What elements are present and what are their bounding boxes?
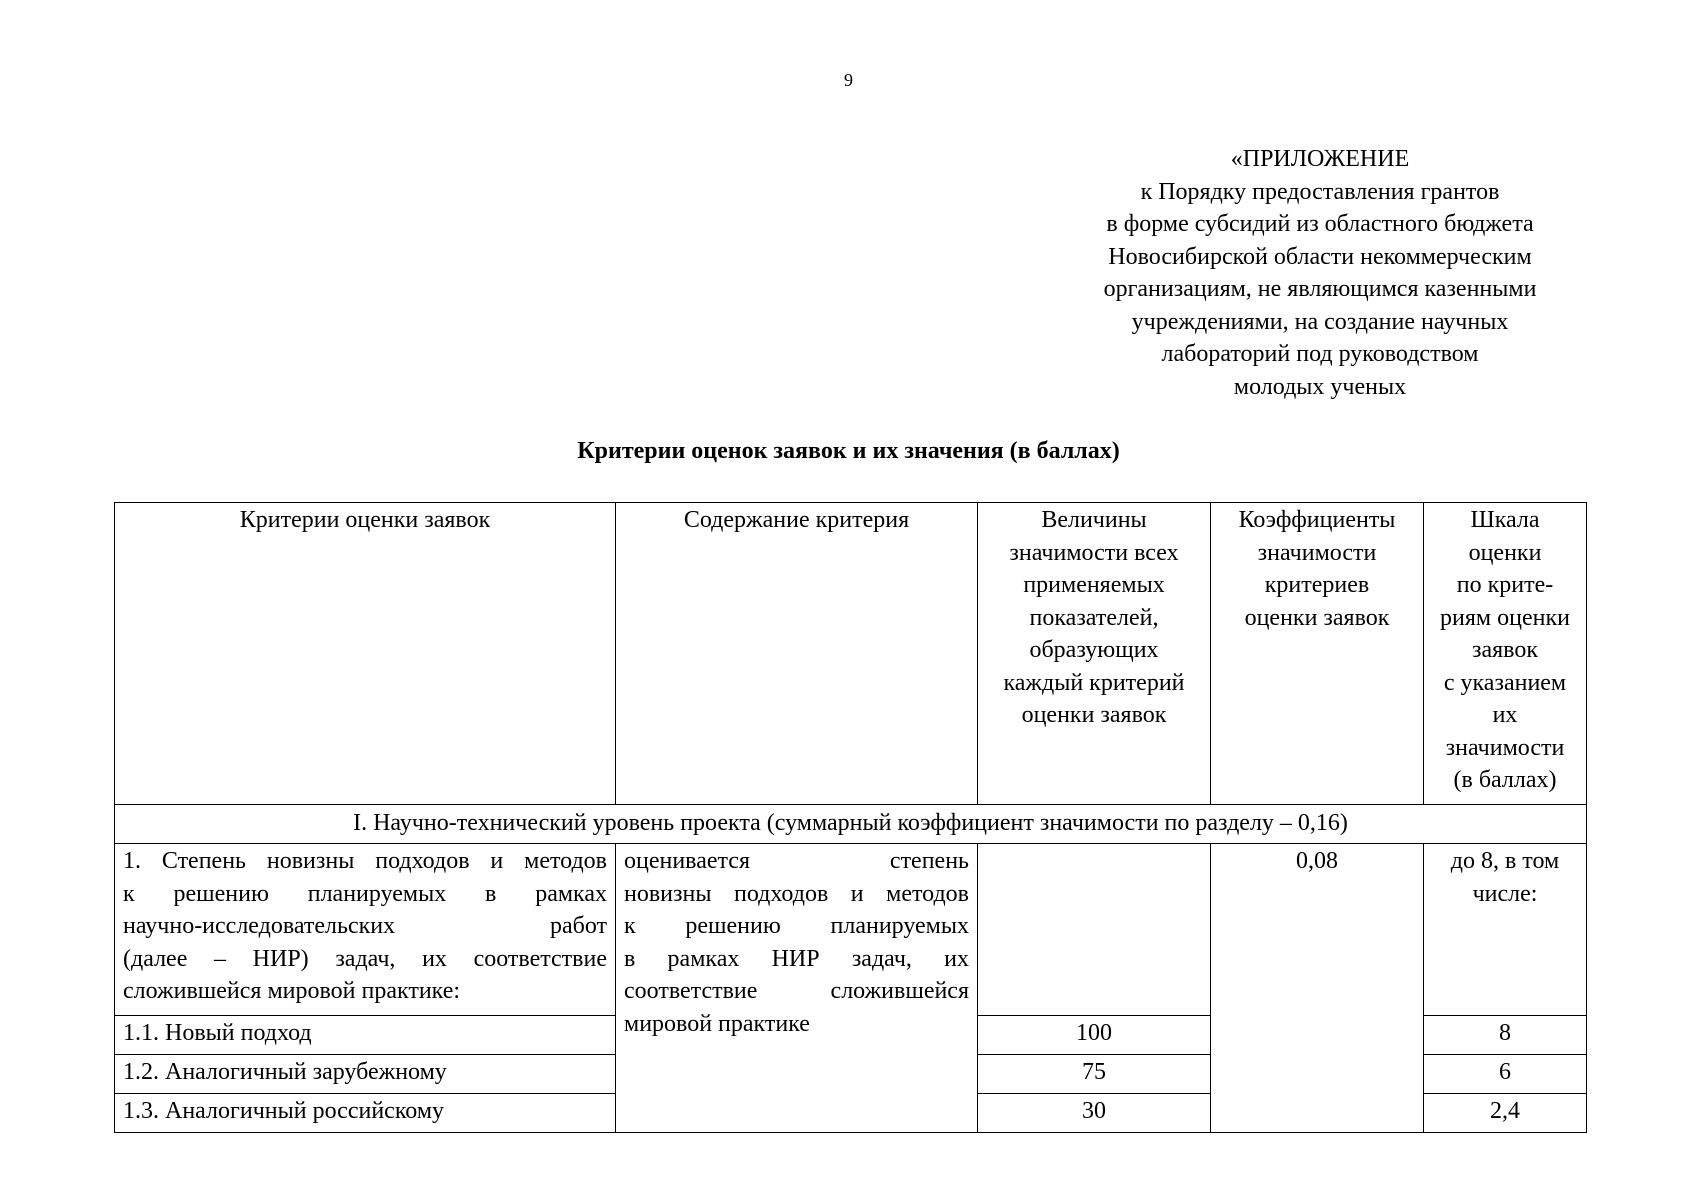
- text-line: в рамках НИР задач, их: [624, 945, 969, 972]
- header-criteria: Критерии оценки заявок: [115, 503, 616, 805]
- criterion-cell: 1.1. Новый подход: [115, 1016, 616, 1055]
- header-line: заявок: [1472, 637, 1538, 663]
- scale-cell: 8: [1424, 1016, 1587, 1055]
- text-line: числе:: [1472, 880, 1538, 907]
- appendix-line: лабораторий под руководством: [1161, 341, 1479, 367]
- text-line: к решению планируемых: [624, 913, 969, 939]
- scale-cell: 6: [1424, 1055, 1587, 1094]
- text-line: соответствие сложившейся: [624, 978, 969, 1004]
- header-line: оценки: [1468, 539, 1542, 566]
- appendix-line: в форме субсидий из областного бюджета: [1106, 211, 1534, 237]
- scale-cell: 2,4: [1424, 1094, 1587, 1133]
- text-line: научно-исследовательских работ: [123, 913, 607, 939]
- header-line: оценки заявок: [1244, 604, 1390, 631]
- header-line: Величины: [1041, 507, 1147, 533]
- text-line: (далее – НИР) задач, их соответствие: [123, 945, 607, 972]
- section-row: [115, 805, 1587, 844]
- header-line: значимости: [1445, 734, 1565, 761]
- scale-cell: [1424, 844, 1587, 1016]
- text-line: к решению планируемых в рамках: [123, 880, 607, 907]
- criterion-cell: [115, 844, 616, 1016]
- table-header-row: [115, 503, 1587, 805]
- text-line: 1. Степень новизны подходов и методов: [123, 848, 607, 874]
- header-line: критериев: [1264, 572, 1370, 598]
- header-line: показателей,: [1029, 604, 1159, 631]
- header-line: (в баллах): [1453, 767, 1557, 793]
- header-line: каждый критерий: [1003, 669, 1185, 696]
- appendix-line: молодых ученых: [1233, 373, 1407, 400]
- appendix-line: Новосибирской области некоммерческим: [1108, 243, 1532, 270]
- appendix-line: организациям, не являющимся казенными: [1103, 276, 1537, 302]
- appendix-line: «ПРИЛОЖЕНИЕ: [1230, 146, 1410, 172]
- text-line: сложившейся мировой практике:: [123, 978, 461, 1004]
- table-row: [115, 844, 1587, 1016]
- header-line: по крите-: [1456, 572, 1554, 598]
- header-line: образующих: [1029, 637, 1159, 663]
- appendix-line: к Порядку предоставления грантов: [1140, 178, 1500, 205]
- header-scale: [1424, 503, 1587, 805]
- text-line: оценивается степень: [624, 848, 969, 874]
- coefficient-cell: 0,08: [1211, 844, 1424, 1133]
- appendix-line: учреждениями, на создание научных: [1131, 308, 1509, 335]
- section-title: I. Научно-технический уровень проекта (суммарный коэффициент значимости по разделу – 0,16): [115, 805, 1587, 844]
- header-content: Содержание критерия: [616, 503, 978, 805]
- text-line: до 8, в том: [1450, 848, 1560, 874]
- header-line: Шкала: [1470, 507, 1540, 533]
- header-coefficients: [1211, 503, 1424, 805]
- value-cell: [978, 844, 1211, 1016]
- appendix-header: [1020, 143, 1620, 403]
- header-line: их: [1492, 702, 1518, 728]
- page-number: 9: [844, 70, 853, 90]
- value-cell: 100: [978, 1016, 1211, 1055]
- header-line: оценки заявок: [1021, 702, 1167, 728]
- document-title: Критерии оценок заявок и их значения (в баллах): [577, 438, 1120, 464]
- header-line: риям оценки: [1440, 604, 1570, 631]
- header-line: значимости всех: [1009, 539, 1179, 566]
- text-line: новизны подходов и методов: [624, 880, 969, 907]
- content-cell: [616, 844, 978, 1133]
- header-line: применяемых: [1023, 572, 1165, 598]
- header-line: значимости: [1257, 539, 1377, 566]
- criterion-cell: 1.3. Аналогичный российскому: [115, 1094, 616, 1133]
- header-line: Коэффициенты: [1238, 507, 1396, 533]
- header-line: с указанием: [1443, 669, 1567, 696]
- value-cell: 30: [978, 1094, 1211, 1133]
- criteria-table: [114, 502, 1587, 1133]
- value-cell: 75: [978, 1055, 1211, 1094]
- criterion-cell: 1.2. Аналогичный зарубежному: [115, 1055, 616, 1094]
- header-values: [978, 503, 1211, 805]
- text-line: мировой практике: [624, 1010, 810, 1037]
